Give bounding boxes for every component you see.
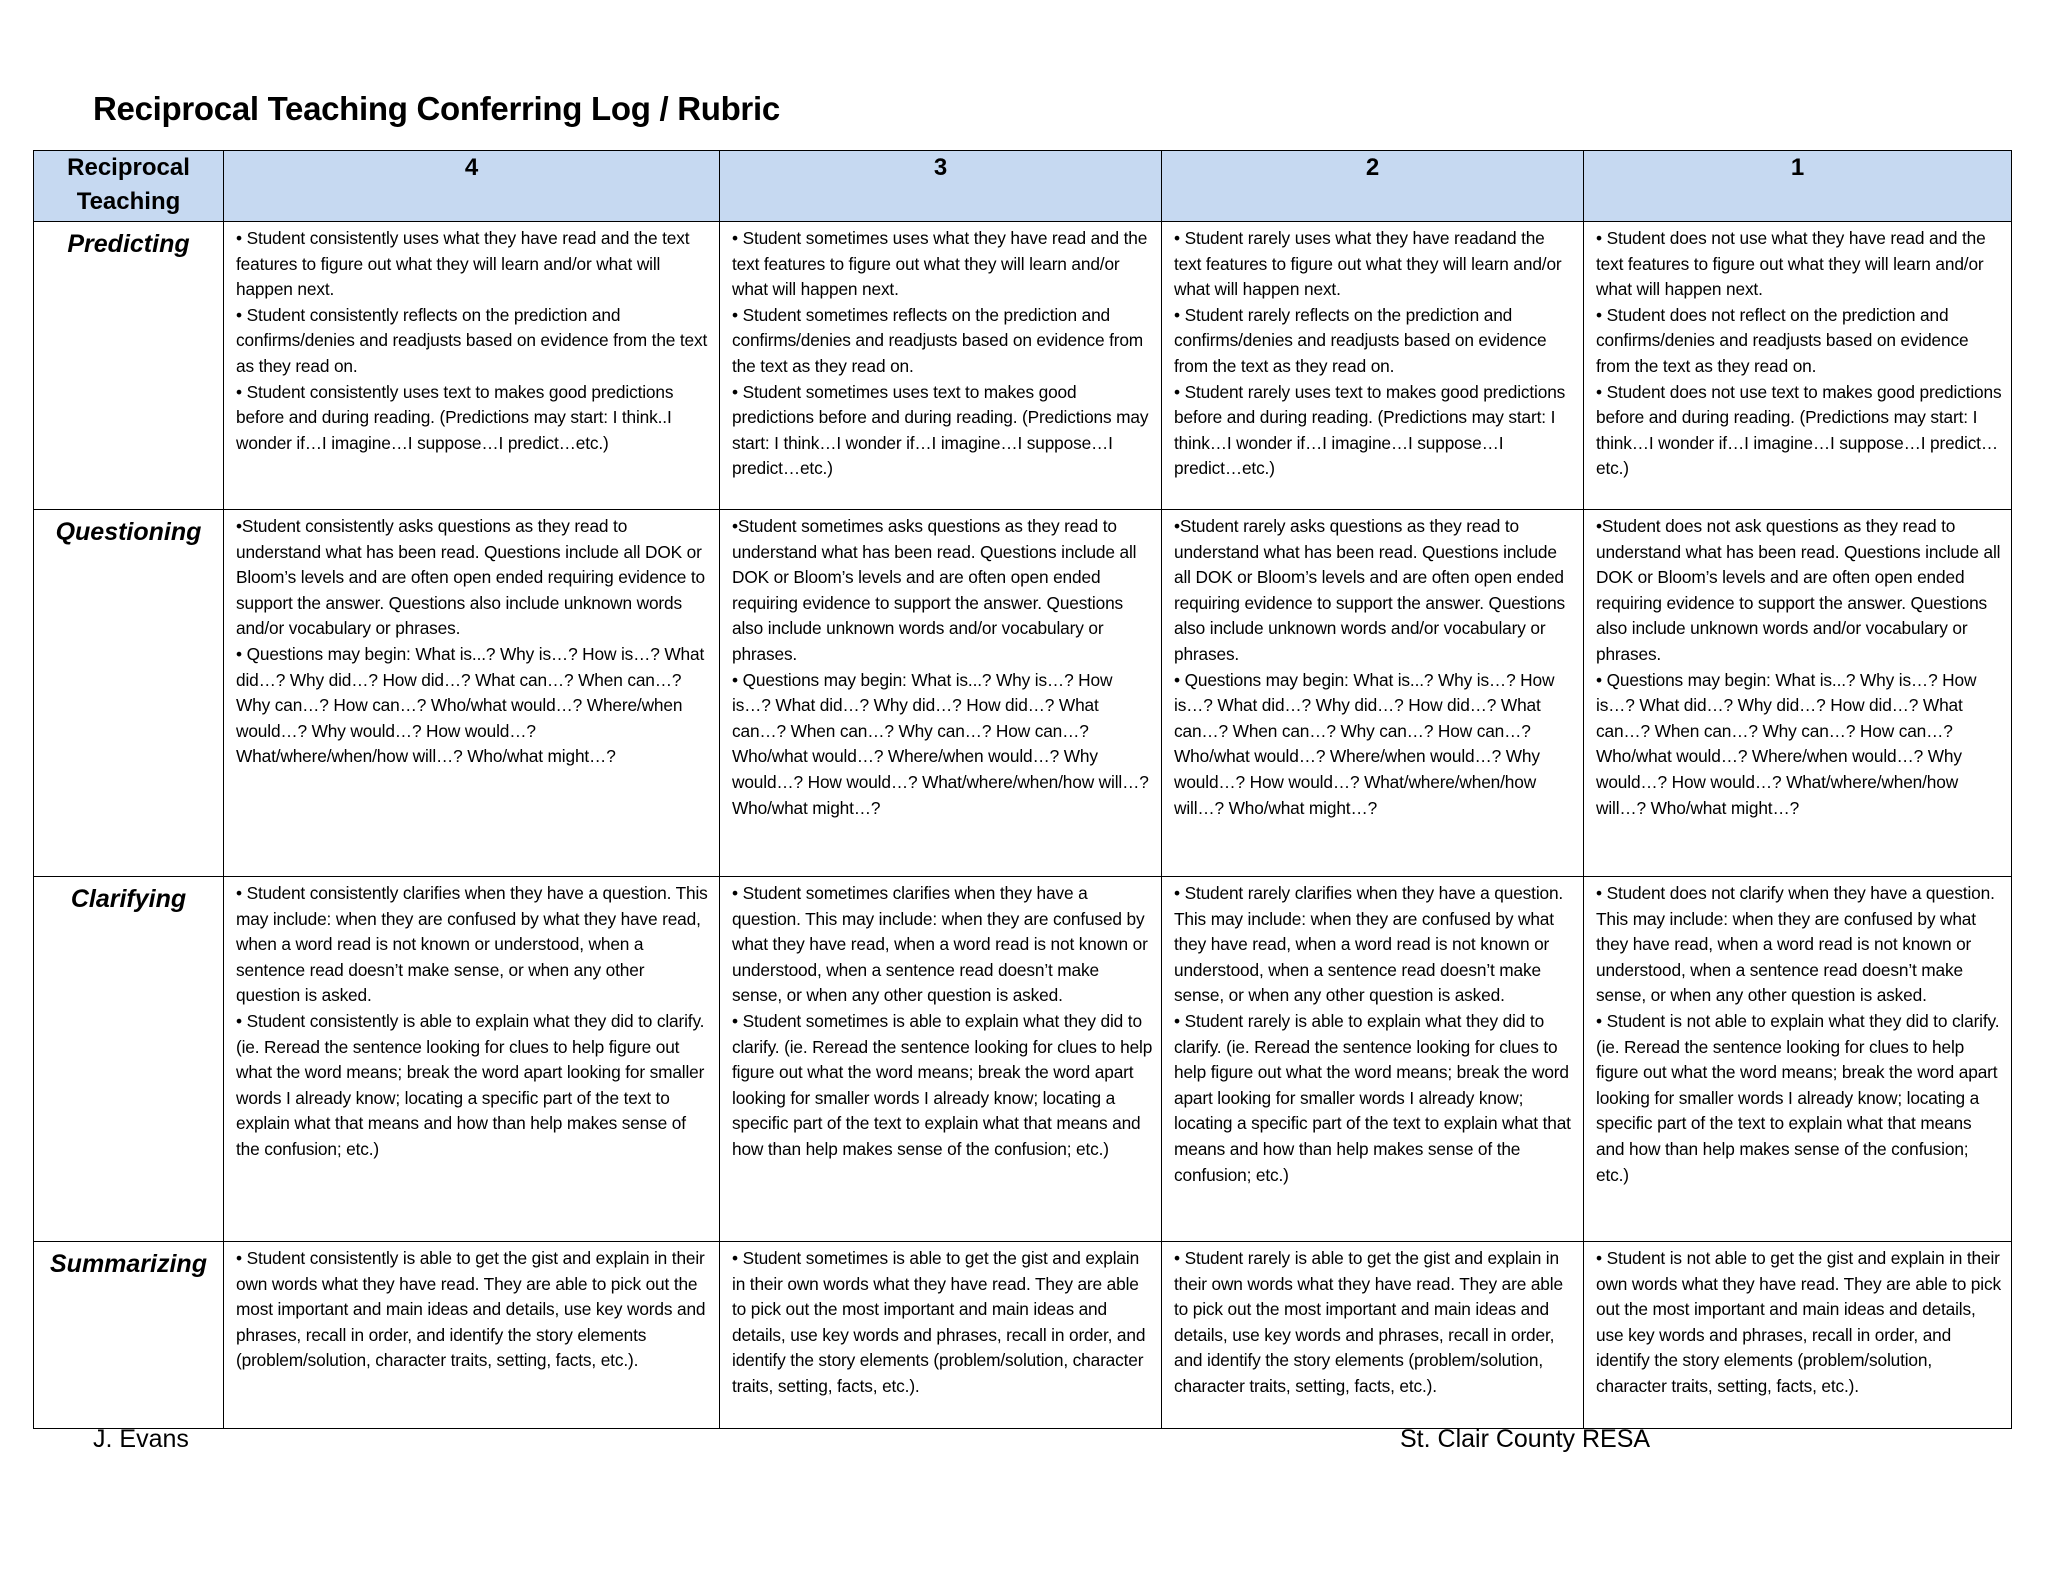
- cell-summarizing-1: [1584, 1242, 2012, 1429]
- criterion-text: • Student sometimes is able to get the gist and explain in their own words what they have read. They are able to pick out the most important and main ideas and details, use key words and phrases, recall in order, and identify the story elements (problem/solution, character traits, setting, facts, etc.).: [732, 1246, 1153, 1400]
- cell-clarifying-3: [720, 877, 1162, 1242]
- cell-questioning-1: [1584, 510, 2012, 877]
- criterion-text: • Student rarely uses text to makes good predictions before and during reading. (Predictions may start: I think…I wonder if…I imagine…I suppose…I predict…etc.): [1174, 380, 1575, 482]
- criterion-text: • Student rarely reflects on the prediction and confirms/denies and readjusts based on evidence from the text as they read on.: [1174, 303, 1575, 380]
- footer-author: J. Evans: [93, 1425, 189, 1453]
- criterion-text: • Student rarely uses what they have readand the text features to figure out what they will learn and/or what will happen next.: [1174, 226, 1575, 303]
- criterion-text: • Questions may begin: What is...? Why is…? How is…? What did…? Why did…? How did…? What can…? When can…? Why can…? How can…? Who/what would…? Where/when would…? Why would…? How would…? What/where/when/how will…? Who/what might…?: [1174, 668, 1575, 822]
- criterion-text: • Student is not able to get the gist and explain in their own words what they have read. They are able to pick out the most important and main ideas and details, use key words and phrases, recall in order, and identify the story elements (problem/solution, character traits, setting, facts, etc.).: [1596, 1246, 2003, 1400]
- criterion-text: • Student sometimes is able to explain what they did to clarify. (ie. Reread the sentence looking for clues to help figure out what the word means; break the word apart looking for smaller words I already know; locating a specific part of the text to explain what that means and how than help makes sense of the confusion; etc.): [732, 1009, 1153, 1163]
- footer-organization: St. Clair County RESA: [1400, 1425, 1651, 1453]
- row-label-clarifying: Clarifying: [34, 877, 224, 1242]
- header-score-2: 2: [1162, 151, 1584, 222]
- criterion-text: • Student rarely asks questions as they read to understand what has been read. Questions include all DOK or Bloom’s levels and are often open ended requiring evidence to support the answer. Questions also include unknown words and/or vocabulary or phrases.: [1174, 514, 1575, 668]
- cell-questioning-3: [720, 510, 1162, 877]
- cell-predicting-1: [1584, 222, 2012, 510]
- cell-clarifying-2: [1162, 877, 1584, 1242]
- criterion-text: • Questions may begin: What is...? Why is…? How is…? What did…? Why did…? How did…? What can…? When can…? Why can…? How can…? Who/what would…? Where/when would…? Why would…? How would…? What/where/when/how will…? Who/what might…?: [1596, 668, 2003, 822]
- header-score-3: 3: [720, 151, 1162, 222]
- criterion-text: • Student rarely clarifies when they have a question. This may include: when they are confused by what they have read, when a word read is not known or understood, when a sentence read doesn’t make sense, or when any other question is asked.: [1174, 881, 1575, 1009]
- criterion-text: • Student is not able to explain what they did to clarify. (ie. Reread the sentence looking for clues to help figure out what the word means; break the word apart looking for smaller words I already know; locating a specific part of the text to explain what that means and how than help makes sense of the confusion; etc.): [1596, 1009, 2003, 1188]
- cell-summarizing-4: [224, 1242, 720, 1429]
- row-clarifying: [34, 877, 2012, 1242]
- criterion-text: • Student sometimes uses text to makes good predictions before and during reading. (Predictions may start: I think…I wonder if…I imagine…I suppose…I predict…etc.): [732, 380, 1153, 482]
- criterion-text: • Student consistently uses what they have read and the text features to figure out what they will learn and/or what will happen next.: [236, 226, 711, 303]
- criterion-text: • Student consistently clarifies when they have a question. This may include: when they are confused by what they have read, when a word read is not known or understood, when a sentence read doesn’t make sense, or when any other question is asked.: [236, 881, 711, 1009]
- criterion-text: • Student consistently reflects on the prediction and confirms/denies and readjusts based on evidence from the text as they read on.: [236, 303, 711, 380]
- cell-clarifying-1: [1584, 877, 2012, 1242]
- cell-summarizing-3: [720, 1242, 1162, 1429]
- header-corner: Reciprocal Teaching: [34, 151, 224, 222]
- page-title: Reciprocal Teaching Conferring Log / Rubric: [93, 90, 780, 127]
- criterion-text: • Student rarely is able to get the gist and explain in their own words what they have read. They are able to pick out the most important and main ideas and details, use key words and phrases, recall in order, and identify the story elements (problem/solution, character traits, setting, facts, etc.).: [1174, 1246, 1575, 1400]
- cell-questioning-2: [1162, 510, 1584, 877]
- criterion-text: • Student sometimes asks questions as they read to understand what has been read. Questions include all DOK or Bloom’s levels and are often open ended requiring evidence to support the answer. Questions also include unknown words and/or vocabulary or phrases.: [732, 514, 1153, 668]
- criterion-text: • Student does not clarify when they have a question. This may include: when they are confused by what they have read, when a word read is not known or understood, when a sentence read doesn’t make sense, or when any other question is asked.: [1596, 881, 2003, 1009]
- row-label-questioning: Questioning: [34, 510, 224, 877]
- criterion-text: • Student does not use what they have read and the text features to figure out what they will learn and/or what will happen next.: [1596, 226, 2003, 303]
- row-questioning: [34, 510, 2012, 877]
- row-summarizing: [34, 1242, 2012, 1429]
- criterion-text: • Student consistently is able to get the gist and explain in their own words what they have read. They are able to pick out the most important and main ideas and details, use key words and phrases, recall in order, and identify the story elements (problem/solution, character traits, setting, facts, etc.).: [236, 1246, 711, 1374]
- header-score-1: 1: [1584, 151, 2012, 222]
- criterion-text: • Student sometimes uses what they have read and the text features to figure out what they will learn and/or what will happen next.: [732, 226, 1153, 303]
- criterion-text: • Student does not use text to makes good predictions before and during reading. (Predictions may start: I think…I wonder if…I imagine…I suppose…I predict…etc.): [1596, 380, 2003, 482]
- criterion-text: • Questions may begin: What is...? Why is…? How is…? What did…? Why did…? How did…? What can…? When can…? Why can…? How can…? Who/what would…? Where/when would…? Why would…? How would…? What/where/when/how will…? Who/what might…?: [732, 668, 1153, 822]
- cell-predicting-4: [224, 222, 720, 510]
- criterion-text: • Student rarely is able to explain what they did to clarify. (ie. Reread the sentence looking for clues to help figure out what the word means; break the word apart looking for smaller words I already know; locating a specific part of the text to explain what that means and how than help makes sense of the confusion; etc.): [1174, 1009, 1575, 1188]
- cell-summarizing-2: [1162, 1242, 1584, 1429]
- row-label-summarizing: Summarizing: [34, 1242, 224, 1429]
- cell-clarifying-4: [224, 877, 720, 1242]
- criterion-text: • Questions may begin: What is...? Why is…? How is…? What did…? Why did…? How did…? What can…? When can…? Why can…? How can…? Who/what would…? Where/when would…? Why would…? How would…? What/where/when/how will…? Who/what might…?: [236, 642, 711, 770]
- criterion-text: • Student sometimes reflects on the prediction and confirms/denies and readjusts based on evidence from the text as they read on.: [732, 303, 1153, 380]
- criterion-text: • Student consistently asks questions as they read to understand what has been read. Questions include all DOK or Bloom’s levels and are often open ended requiring evidence to support the answer. Questions also include unknown words and/or vocabulary or phrases.: [236, 514, 711, 642]
- criterion-text: • Student sometimes clarifies when they have a question. This may include: when they are confused by what they have read, when a word read is not known or understood, when a sentence read doesn’t make sense, or when any other question is asked.: [732, 881, 1153, 1009]
- criterion-text: • Student does not reflect on the prediction and confirms/denies and readjusts based on evidence from the text as they read on.: [1596, 303, 2003, 380]
- header-row: [34, 151, 2012, 222]
- cell-predicting-2: [1162, 222, 1584, 510]
- rubric-table: [33, 150, 2012, 1429]
- cell-predicting-3: [720, 222, 1162, 510]
- criterion-text: • Student consistently is able to explain what they did to clarify. (ie. Reread the sentence looking for clues to help figure out what the word means; break the word apart looking for smaller words I already know; locating a specific part of the text to explain what that means and how than help makes sense of the confusion; etc.): [236, 1009, 711, 1163]
- cell-questioning-4: [224, 510, 720, 877]
- criterion-text: • Student does not ask questions as they read to understand what has been read. Questions include all DOK or Bloom’s levels and are often open ended requiring evidence to support the answer. Questions also include unknown words and/or vocabulary or phrases.: [1596, 514, 2003, 668]
- criterion-text: • Student consistently uses text to makes good predictions before and during reading. (Predictions may start: I think..I wonder if…I imagine…I suppose…I predict…etc.): [236, 380, 711, 457]
- header-score-4: 4: [224, 151, 720, 222]
- row-label-predicting: Predicting: [34, 222, 224, 510]
- row-predicting: [34, 222, 2012, 510]
